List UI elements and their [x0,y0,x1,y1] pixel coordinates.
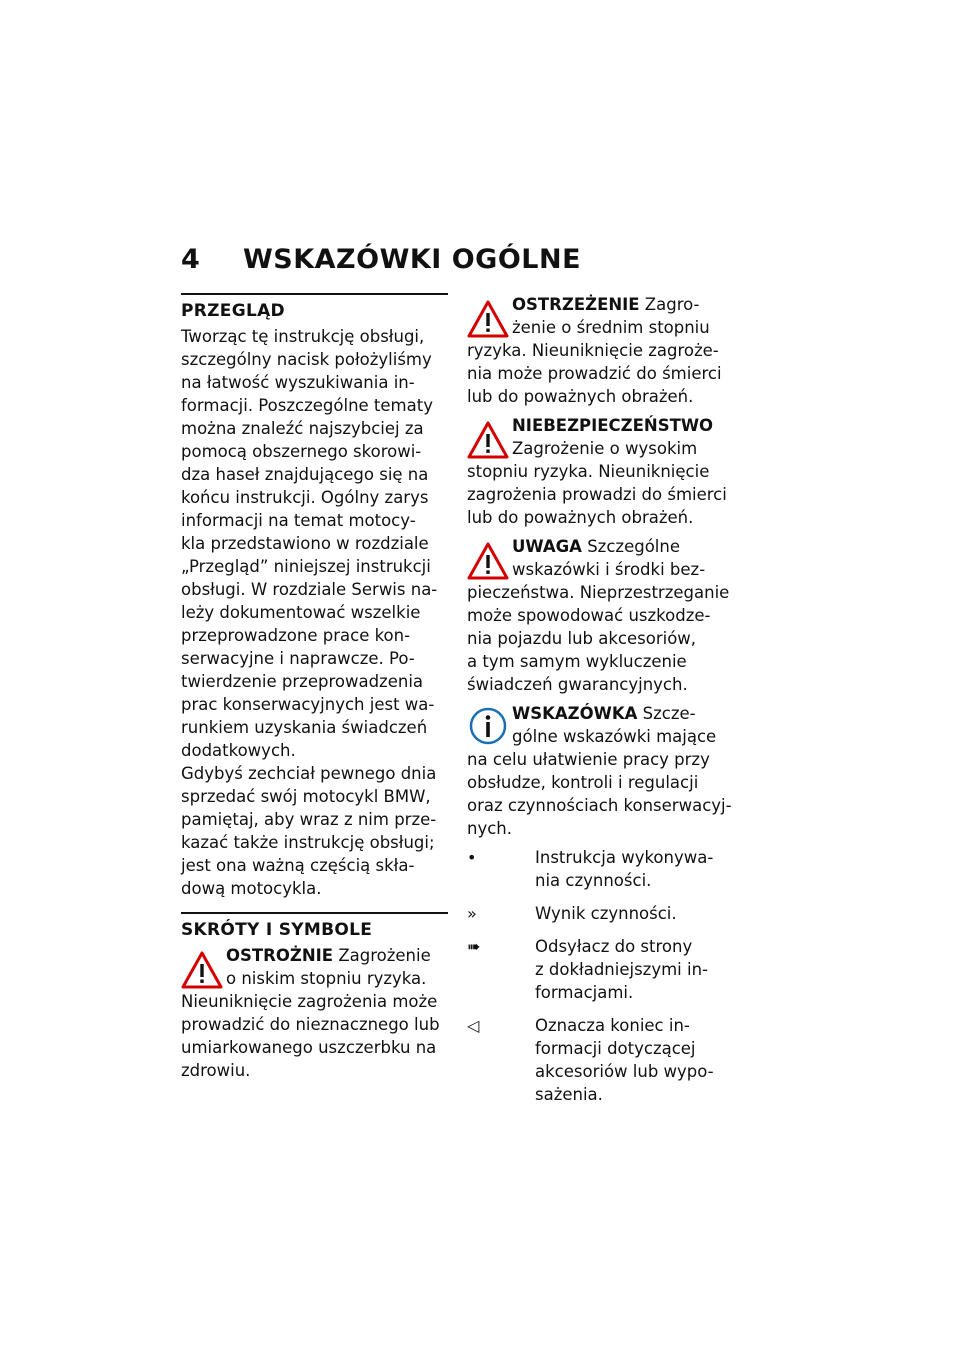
legend-item [467,1014,739,1106]
warning-triangle-icon [467,420,509,460]
danger-notice [467,414,739,529]
warning-body: ryzyka. Nieuniknięcie zagroże- nia może prowadzić do śmierci lub do poważnych obrażeń. [467,341,722,406]
caution-label: OSTROŻNIE [226,946,334,965]
overview-paragraph-2: Gdybyś zechciał pewnego dnia sprzedać swój motocykl BMW, pamiętaj, aby wraz z nim prze- kazać także instrukcję obsługi; jest ona ważną częścią skła- dową motocykla. [181,764,437,898]
tip-lead: Szcze- gólne wskazówki mające [512,704,717,746]
legend-item [467,935,739,1004]
danger-label: NIEBEZPIECZEŃSTWO [512,416,714,435]
info-icon [467,706,509,746]
warning-triangle-icon [467,299,509,339]
danger-lead: Zagrożenie o wysokim [512,439,698,458]
chapter-number: 4 [181,244,201,275]
reference-arrow-icon: ➠ [467,937,481,956]
section-heading-abbreviations: SKRÓTY I SYMBOLE [181,920,373,940]
right-column [467,293,739,1116]
warning-triangle-icon [467,541,509,581]
tip-notice [467,702,739,840]
attention-body: pieczeństwa. Nieprzestrzeganie może spowodować uszkodze- nia pojazdu lub akcesoriów, a tym samym wykluczenie świadczeń gwarancyjnych. [467,583,730,694]
overview-paragraph-1: Tworząc tę instrukcję obsługi, szczególny nacisk położyliśmy na łatwość wyszukiwania in- formacji. Poszczególne tematy można znaleźć najszybciej za pomocą obszernego skorowi- dza haseł znajdującego się na końcu instrukcji. Ogólny zarys informacji na temat motocy- kla przedstawiono w rozdziale „Przegląd” niniejszej instrukcji obsługi. W rozdziale Serwis na- leży dokumentować wszelkie przeprowadzone prace kon- serwacyjne i naprawcze. Po- twierdzenie przeprowadzenia prac konserwacyjnych jest wa- runkiem uzyskania świadczeń dodatkowych. [181,327,438,760]
legend-item [467,846,739,892]
bullet-icon: • [467,848,477,867]
tip-body: na celu ułatwienie pracy przy obsłudze, kontroli i regulacji oraz czynnościach konserwacyj- nych. [467,750,732,838]
section-heading-overview: PRZEGLĄD [181,301,285,321]
attention-label: UWAGA [512,537,582,556]
attention-notice [467,535,739,696]
chapter-title [181,244,581,275]
section-divider [181,912,448,914]
legend-text: Instrukcja wykonywa- nia czynności. [535,848,714,890]
warning-label: OSTRZEŻENIE [512,295,640,314]
symbol-legend [467,846,739,1106]
warning-notice [467,293,739,408]
caution-lead: Zagrożenie o niskim stopniu ryzyka. [226,946,431,988]
result-arrow-icon: » [467,904,477,923]
chapter-name: WSKAZÓWKI OGÓLNE [243,244,582,275]
tip-label: WSKAZÓWKA [512,704,638,723]
legend-item [467,902,739,925]
caution-body: Nieuniknięcie zagrożenia może prowadzić do nieznacznego lub umiarkowanego uszczerbku na zdrowiu. [181,992,440,1080]
left-column [181,293,448,1088]
danger-body: stopniu ryzyka. Nieuniknięcie zagrożenia prowadzi do śmierci lub do poważnych obrażeń. [467,462,727,527]
end-marker-icon: ◁ [467,1016,480,1035]
legend-text: Oznacza koniec in- formacji dotyczącej akcesoriów lub wypo- sażenia. [535,1016,714,1104]
warning-lead: Zagro- żenie o średnim stopniu [512,295,710,337]
legend-text: Odsyłacz do strony z dokładniejszymi in- formacjami. [535,937,709,1002]
caution-notice [181,944,448,1082]
attention-lead: Szczególne wskazówki i środki bez- [512,537,706,579]
section-divider [181,293,448,295]
legend-text: Wynik czynności. [535,904,677,923]
warning-triangle-icon [181,950,223,990]
